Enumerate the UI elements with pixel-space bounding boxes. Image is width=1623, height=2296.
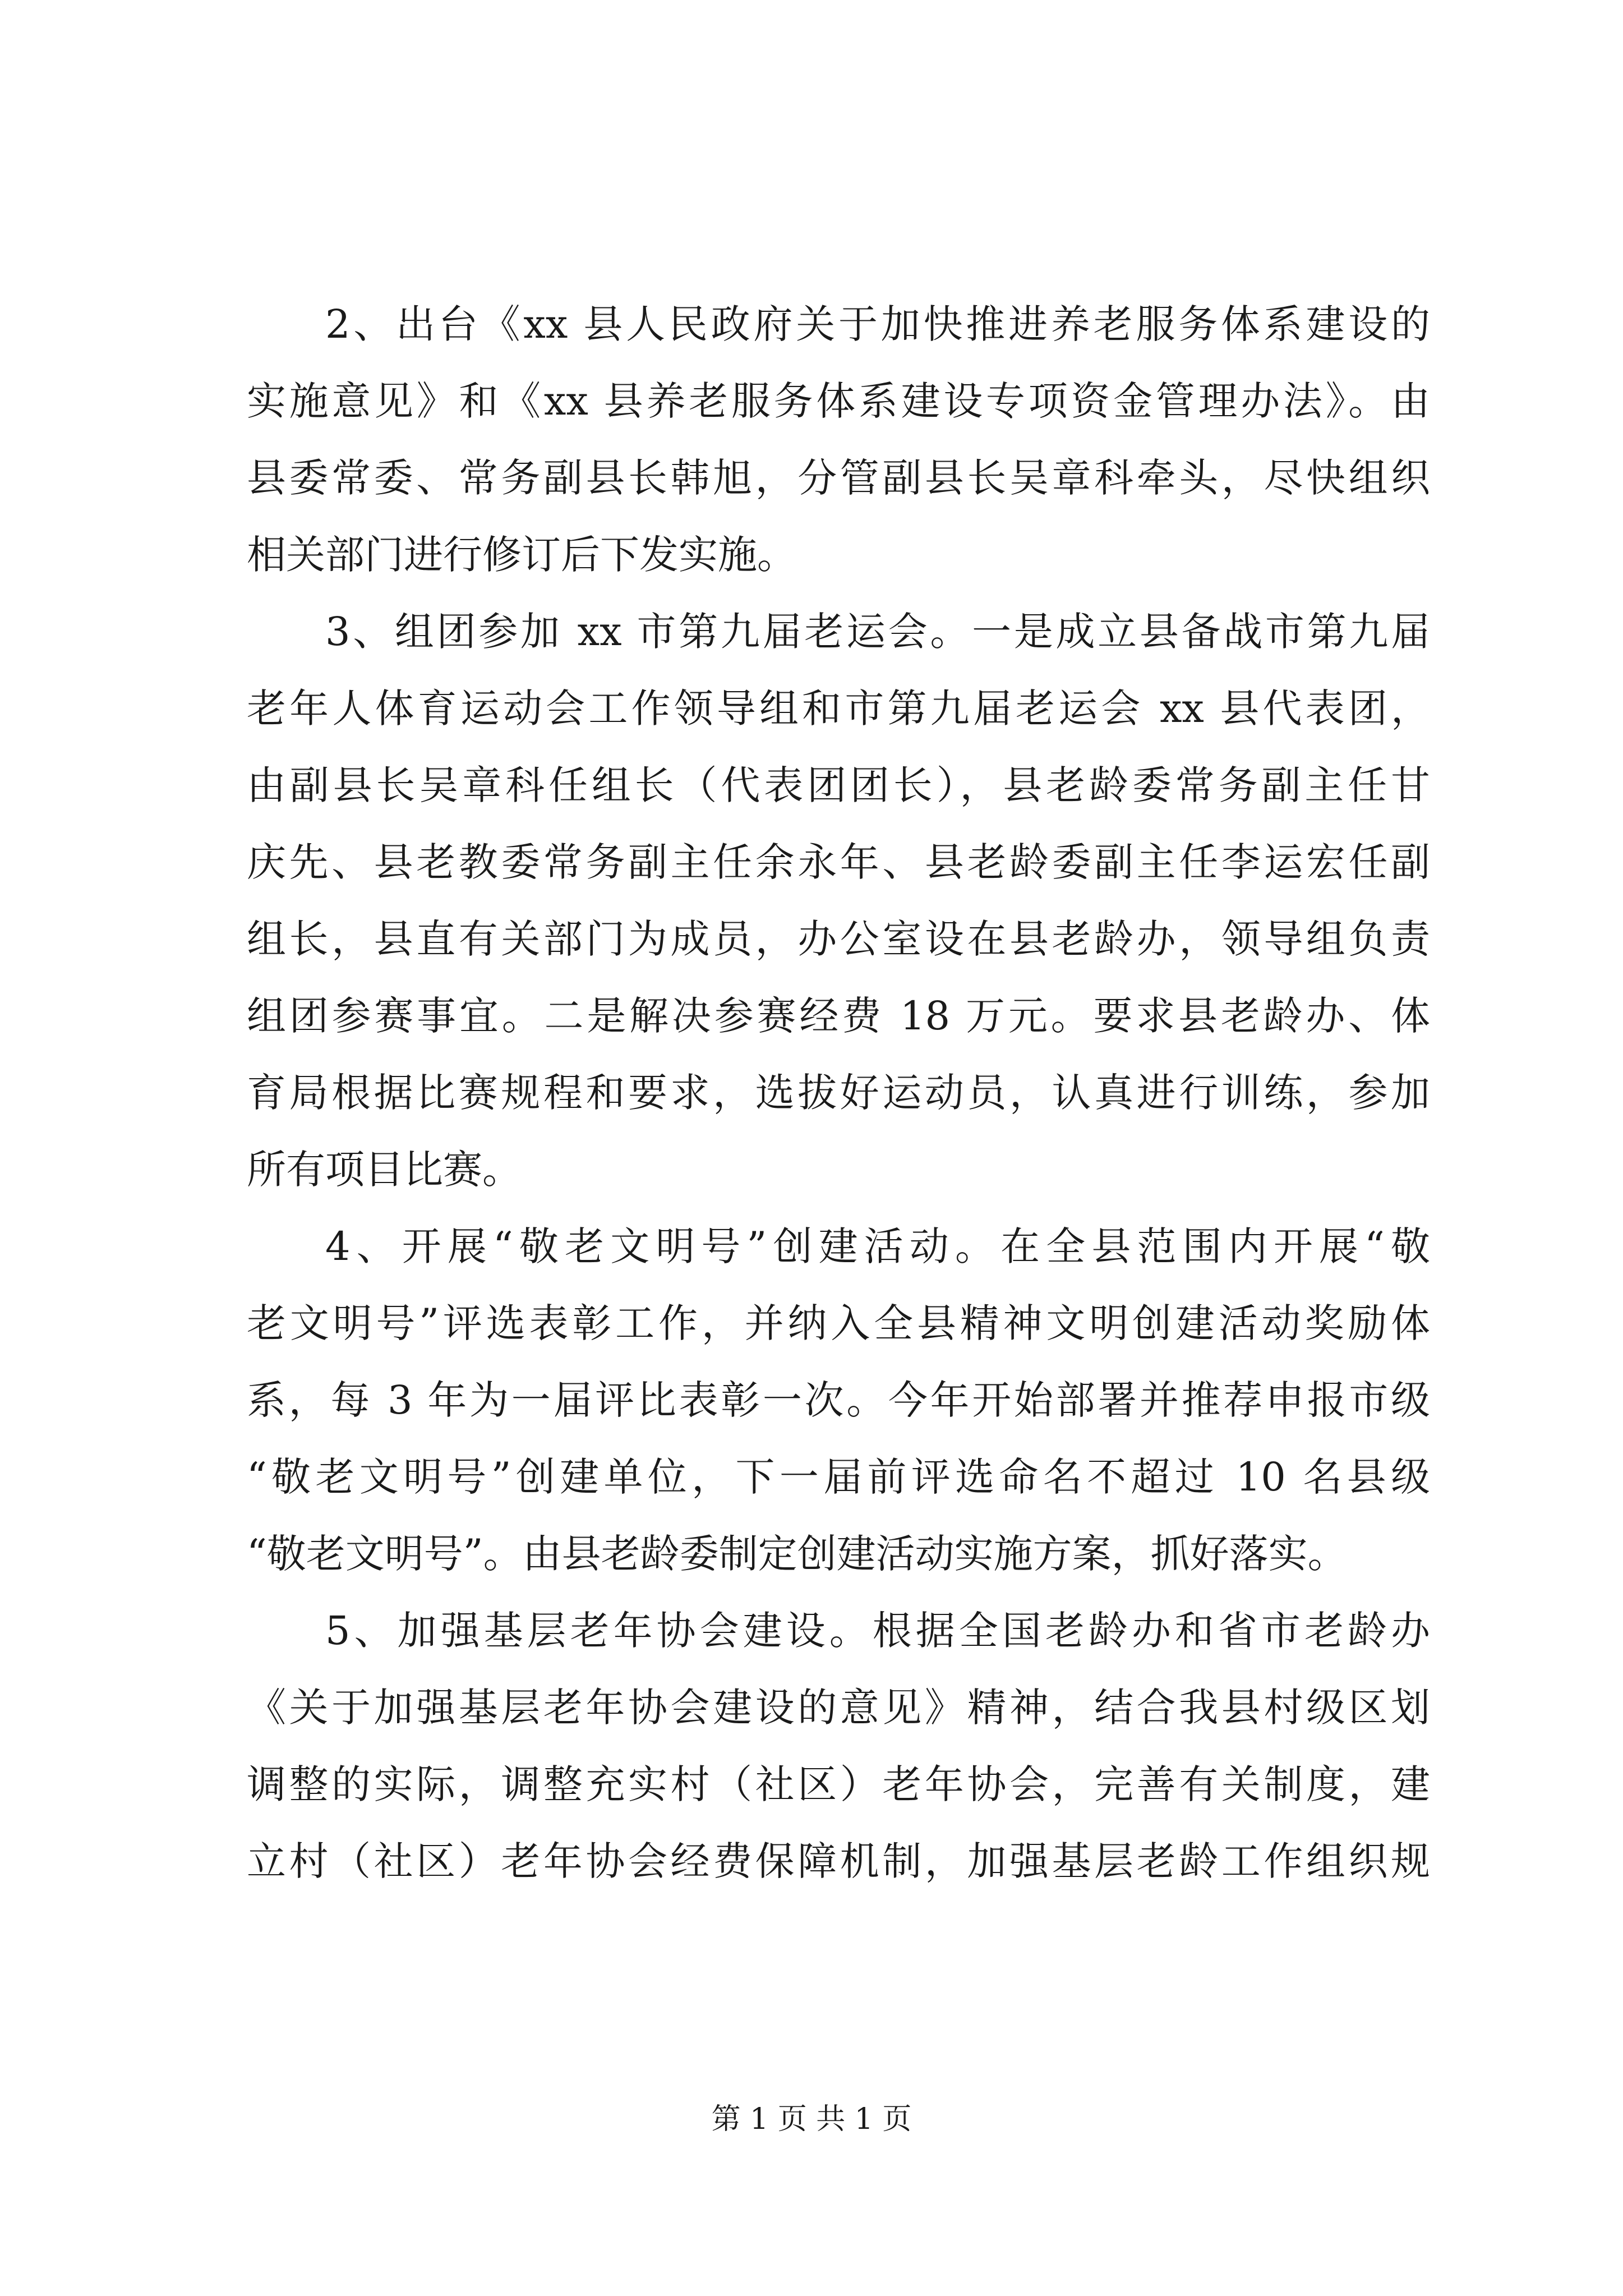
paragraph-3-line-8: 所有项目比赛。 [247,1147,522,1193]
paragraph-4-line-4: “敬老文明号”创建单位，下一届前评选命名不超过 10 名县级 [247,1454,1430,1500]
page-number-label: 第 1 页 共 1 页 [711,2102,912,2136]
document-body [247,286,1430,1900]
paragraph-3-line-7: 育局根据比赛规程和要求，选拔好运动员，认真进行训练，参加 [247,1070,1430,1116]
paragraph-2-line-2: 实施意见》和《xx 县养老服务体系建设专项资金管理办法》。由 [247,378,1430,424]
paragraph-3-line-6: 组团参赛事宜。二是解决参赛经费 18 万元。要求县老龄办、体 [247,993,1430,1039]
paragraph-5-line-2: 《关于加强基层老年协会建设的意见》精神，结合我县村级区划 [247,1685,1430,1731]
paragraph-4-line-5: “敬老文明号”。由县老龄委制定创建活动实施方案，抓好落实。 [247,1531,1347,1577]
paragraph-2-line-3: 县委常委、常务副县长韩旭，分管副县长吴章科牵头，尽快组织 [247,455,1430,501]
paragraph-3-line-5: 组长，县直有关部门为成员，办公室设在县老龄办，领导组负责 [247,916,1430,962]
paragraph-5-line-1: 5、加强基层老年协会建设。根据全国老龄办和省市老龄办 [325,1608,1430,1654]
paragraph-2-line-4: 相关部门进行修订后下发实施。 [247,532,796,578]
paragraph-4-line-3: 系，每 3 年为一届评比表彰一次。今年开始部署并推荐申报市级 [247,1377,1430,1423]
page-footer [0,2095,1623,2137]
paragraph-3-line-2: 老年人体育运动会工作领导组和市第九届老运会 xx 县代表团， [247,685,1430,731]
paragraph-3-line-4: 庆先、县老教委常务副主任余永年、县老龄委副主任李运宏任副 [247,839,1430,885]
paragraph-3-line-3: 由副县长吴章科任组长（代表团团长），县老龄委常务副主任甘 [247,762,1430,808]
paragraph-4-line-1: 4、开展“敬老文明号”创建活动。在全县范围内开展“敬 [325,1223,1430,1269]
paragraph-5-line-4: 立村（社区）老年协会经费保障机制，加强基层老龄工作组织规 [247,1838,1430,1884]
paragraph-5-line-3: 调整的实际，调整充实村（社区）老年协会，完善有关制度，建 [247,1761,1430,1807]
paragraph-2-line-1: 2、出台《xx 县人民政府关于加快推进养老服务体系建设的 [325,301,1430,347]
paragraph-3-line-1: 3、组团参加 xx 市第九届老运会。一是成立县备战市第九届 [325,609,1430,655]
paragraph-4-line-2: 老文明号”评选表彰工作，并纳入全县精神文明创建活动奖励体 [247,1300,1430,1346]
